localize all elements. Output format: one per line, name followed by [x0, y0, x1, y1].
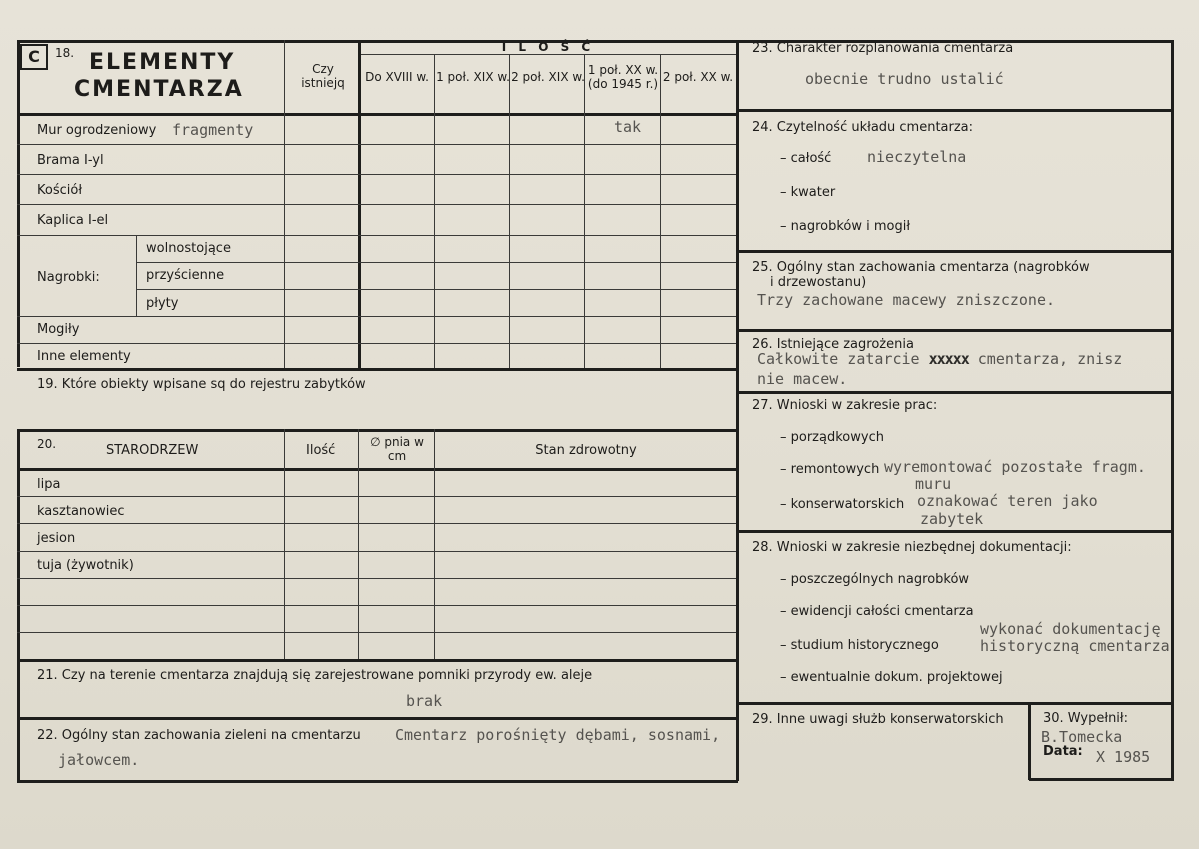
grid-line	[434, 429, 435, 659]
grid-line	[17, 605, 736, 606]
grid-line	[17, 429, 738, 432]
date-value: X 1985	[1096, 748, 1151, 766]
grid-line	[360, 54, 736, 55]
grid-line	[284, 429, 285, 659]
section25-value: Trzy zachowane macewy zniszczone.	[757, 291, 1056, 309]
grid-line	[17, 578, 736, 579]
wall-value: fragmenty	[172, 121, 254, 139]
readability-graves: – nagrobków i mogił	[780, 219, 911, 234]
section-letter-box: C	[20, 44, 48, 70]
row-label-gate: Brama I-yl	[37, 153, 104, 168]
frame-bottom-left	[17, 780, 738, 783]
grid-line	[136, 235, 137, 316]
col-health-header: Stan zdrowotny	[535, 443, 637, 458]
grid-line	[736, 250, 1174, 253]
col-xx1-header: 1 poł. XX w. (do 1945 r.)	[587, 63, 659, 91]
section30-label: 30. Wypełnił:	[1043, 711, 1128, 726]
section24-label: 24. Czytelność układu cmentarza:	[752, 120, 974, 135]
grid-line	[509, 55, 510, 370]
section25-label-line2: i drzewostanu)	[770, 275, 867, 290]
grid-line	[17, 174, 736, 175]
grid-line	[17, 468, 738, 471]
section23-label: 23. Charakter rozplanowania cmentarza	[752, 41, 1014, 56]
frame-middle	[736, 40, 739, 781]
col-xx2-header: 2 poł. XX w.	[662, 70, 734, 84]
row-label-chapel: Kaplica I-el	[37, 213, 109, 228]
grid-line	[584, 55, 585, 370]
doc-history-value-line2: historyczną cmentarza	[980, 637, 1170, 655]
grid-line	[17, 343, 736, 344]
row-label-freestanding: wolnostojące	[146, 241, 231, 256]
section26-value-line2: nie macew.	[757, 370, 848, 388]
grid-line	[17, 632, 736, 633]
section20-number: 20.	[37, 437, 57, 451]
row-label-tombstones: Nagrobki:	[37, 270, 100, 285]
work-repair-value-line1: wyremontować pozostałe fragm.	[884, 458, 1146, 476]
grid-line	[17, 113, 738, 116]
grid-line	[17, 204, 736, 205]
section26-label: 26. Istniejące zagrożenia	[752, 337, 914, 352]
row-label-wall-mounted: przyścienne	[146, 268, 225, 283]
section23-value: obecnie trudno ustalić	[805, 70, 1004, 88]
readability-quarters: – kwater	[780, 185, 836, 200]
col-xix1-header: 1 poł. XIX w.	[436, 70, 510, 84]
section21-value: brak	[406, 692, 443, 710]
section22-value-line2: jałowcem.	[58, 751, 140, 769]
grid-line	[17, 144, 736, 145]
doc-individual: – poszczególnych nagrobków	[780, 572, 970, 587]
title-line1: ELEMENTY	[89, 50, 236, 75]
date-label: Data:	[1043, 744, 1083, 759]
grid-line	[736, 391, 1174, 394]
section28-label: 28. Wnioski w zakresie niezbędnej dokumentacji:	[752, 540, 1072, 555]
row-label-graves: Mogiły	[37, 322, 80, 337]
row-label-slabs: płyty	[146, 296, 179, 311]
grid-line	[358, 429, 359, 659]
doc-history-value-line1: wykonać dokumentację	[980, 620, 1161, 638]
grid-line	[736, 530, 1174, 533]
grid-line	[17, 235, 736, 236]
section-number: 18.	[55, 46, 75, 60]
threat-text-a: Całkowite zatarcie	[757, 350, 920, 368]
tree-row-1: lipa	[37, 477, 61, 492]
row-label-other: Inne elementy	[37, 349, 131, 364]
tree-row-3: jesion	[37, 531, 76, 546]
readability-whole: – całość	[780, 151, 832, 166]
wall-xx1-value: tak	[614, 118, 642, 136]
grid-line	[17, 316, 736, 317]
grid-line	[660, 55, 661, 370]
title-line2: CMENTARZA	[74, 77, 244, 102]
work-cleanup: – porządkowych	[780, 430, 884, 445]
work-repair-value-line2: muru	[915, 475, 952, 493]
grid-line	[736, 329, 1174, 332]
section25-label-line1: 25. Ogólny stan zachowania cmentarza (nagrobków	[752, 260, 1090, 275]
filled-by-name: B.Tomecka	[1041, 728, 1123, 746]
grid-line	[736, 702, 1174, 705]
grid-line	[1028, 702, 1031, 780]
struck-text: xxxxx	[928, 350, 969, 368]
section27-label: 27. Wnioski w zakresie prac:	[752, 398, 938, 413]
work-conservation-value-line2: zabytek	[920, 510, 984, 528]
section19-label: 19. Które obiekty wpisane sq do rejestru zabytków	[37, 377, 366, 392]
grid-line	[17, 717, 738, 720]
col-xix2-header: 2 poł. XIX w.	[511, 70, 585, 84]
quantity-header: I L O Ś Ć	[501, 40, 595, 54]
col-count-header: Ilość	[306, 443, 336, 458]
col-exists-header: Czy istniejq	[301, 62, 345, 90]
doc-history: – studium historycznego	[780, 638, 939, 653]
tree-row-4: tuja (żywotnik)	[37, 558, 134, 573]
threat-text-b: cmentarza, znisz	[977, 350, 1123, 368]
col-diameter-header: ∅ pnia w cm	[370, 435, 424, 463]
grid-line	[17, 523, 736, 524]
work-conservation: – konserwatorskich	[780, 497, 905, 512]
section29-label: 29. Inne uwagi służb konserwatorskich	[752, 712, 1004, 727]
grid-line	[136, 262, 736, 263]
grid-line	[17, 496, 736, 497]
grid-line	[17, 551, 736, 552]
row-label-wall: Mur ogrodzeniowy	[37, 123, 157, 138]
readability-whole-value: nieczytelna	[867, 148, 967, 166]
work-conservation-value-line1: oznakować teren jako	[917, 492, 1098, 510]
tree-row-2: kasztanowiec	[37, 504, 125, 519]
section22-value-line1: Cmentarz porośnięty dębami, sosnami,	[395, 726, 721, 744]
grid-line	[434, 55, 435, 370]
col-xviii-header: Do XVIII w.	[365, 70, 429, 84]
section26-value-line1	[757, 350, 1171, 368]
frame-right	[1171, 40, 1174, 780]
grid-line	[136, 289, 736, 290]
frame-bottom-right	[1029, 778, 1174, 781]
grid-line	[17, 659, 738, 662]
grid-line	[17, 368, 738, 371]
doc-records: – ewidencji całości cmentarza	[780, 604, 974, 619]
doc-project: – ewentualnie dokum. projektowej	[780, 670, 1003, 685]
section22-label: 22. Ogólny stan zachowania zieleni na cmentarzu	[37, 728, 361, 743]
section21-label: 21. Czy na terenie cmentarza znajdują się zarejestrowane pomniki przyrody ew. aleje	[37, 668, 593, 683]
work-repair: – remontowych	[780, 462, 880, 477]
grid-line	[736, 109, 1174, 112]
section20-title: STARODRZEW	[106, 443, 199, 458]
grid-line	[284, 40, 285, 370]
grid-line	[358, 40, 361, 370]
row-label-church: Kościół	[37, 183, 83, 198]
